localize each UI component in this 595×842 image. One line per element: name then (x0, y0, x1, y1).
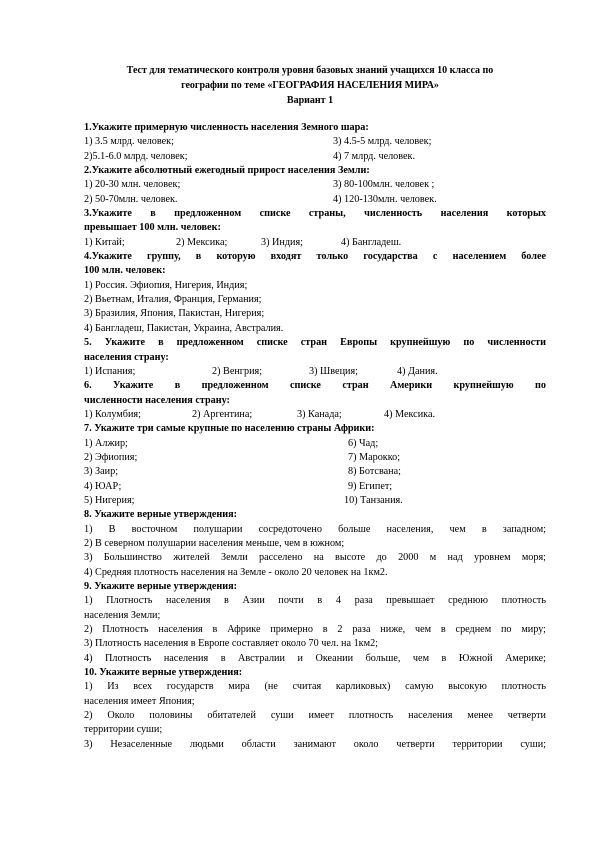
question-1-option-3: 3) 4.5-5 млрд. человек; (333, 136, 432, 148)
question-6-option-1: 1) Колумбия; (84, 408, 141, 420)
question-2-options-row-1 (84, 178, 546, 192)
question-7-options-row-5 (84, 494, 546, 508)
question-8-statement-1: 1) В восточном полушарии сосредоточено больше населения, чем в западном; (84, 523, 546, 535)
question-1-title: 1.Укажите примерную численность населения Земного шара: (84, 122, 369, 133)
question-10-statement-2: 2) Около половины обитателей суши имеет плотность населения менее четверти (84, 710, 546, 722)
question-5-title: 5. Укажите в предложенном списке стран Европы крупнейшую по численности (84, 337, 546, 349)
question-1-option-4: 4) 7 млрд. человек. (333, 150, 416, 162)
question-8-statement-3: 3) Большинство жителей Земли расселено на высоте до 2000 м над уровнем моря; (84, 552, 546, 564)
question-9-statement-2: 2) Плотность населения в Африке примерно в 2 раза ниже, чем в среднем по миру; (84, 624, 546, 636)
question-2-option-2: 2) 50-70млн. человек. (84, 193, 178, 205)
question-9-statement-1: 1) Плотность населения в Азии почти в 4 раза превышает среднюю плотность (84, 595, 546, 607)
question-1-options-row-1 (84, 135, 546, 149)
question-6-option-4: 4) Мексика. (384, 408, 436, 420)
question-3-title-continued: превышает 100 млн. человек: (84, 222, 221, 234)
question-7-options-row-4 (84, 480, 546, 494)
header-line-1: Тест для тематического контроля уровня базовых знаний учащихся 10 класса по (126, 65, 494, 76)
question-1-options-row-2 (84, 150, 546, 164)
question-2-option-4: 4) 120-130млн. человек. (333, 193, 437, 205)
question-8-title: 8. Укажите верные утверждения: (84, 509, 238, 521)
question-5-option-2: 2) Венгрия; (212, 365, 263, 377)
header-variant: Вариант 1 (286, 95, 334, 106)
question-7-option-5: 5) Нигерия; (84, 494, 135, 506)
question-3-option-2: 2) Мексика; (176, 236, 228, 248)
question-1-option-1: 1) 3.5 млрд. человек; (84, 136, 174, 148)
question-10-statement-1: 1) Из всех государств мира (не считая карликовых) самую высокую плотность (84, 681, 546, 693)
question-1-option-2: 2)5.1-6.0 млрд. человек; (84, 150, 188, 162)
question-3-option-3: 3) Индия; (261, 236, 303, 248)
question-5-option-3: 3) Швеция; (309, 365, 359, 377)
question-2-option-3: 3) 80-100млн. человек ; (333, 179, 435, 191)
question-4-option-1: 1) Россия. Эфиопия, Нигерия, Индия; (84, 279, 248, 291)
question-7-option-10: 10) Танзания. (344, 494, 403, 506)
question-2-options-row-2 (84, 193, 546, 207)
question-7-options-row-1 (84, 437, 546, 451)
question-4-option-3: 3) Бразилия, Япония, Пакистан, Нигерия; (84, 308, 265, 320)
question-5-title-continued: населения страну: (84, 351, 169, 363)
question-4-option-2: 2) Вьетнам, Италия, Франция, Германия; (84, 294, 262, 306)
question-7-option-1: 1) Алжир; (84, 437, 128, 449)
question-7-options-row-3 (84, 465, 546, 479)
question-3-options-row (84, 236, 546, 250)
question-7-options-row-2 (84, 451, 546, 465)
document-header (70, 63, 550, 108)
question-6-title-continued: численности населения страну: (84, 394, 230, 406)
question-5-option-4: 4) Дания. (397, 365, 438, 377)
question-7-option-3: 3) Заир; (84, 466, 119, 478)
question-3-title: 3.Укажите в предложенном списке страны, численность населения которых (84, 208, 546, 220)
question-7-option-9: 9) Египет; (348, 480, 393, 492)
question-5-options-row (84, 365, 546, 379)
question-7-option-8: 8) Ботсвана; (348, 466, 401, 478)
question-9-statement-3: 3) Плотность населения в Европе составляет около 70 чел. на 1км2; (84, 638, 378, 650)
question-10-statement-3: 3) Незаселенные людьми области занимают около четверти территории суши; (84, 738, 546, 750)
question-10-statement-2-continued: территории суши; (84, 724, 163, 736)
question-2-title: 2.Укажите абсолютный ежегодный прирост населения Земли: (84, 165, 370, 177)
question-6-option-2: 2) Аргентина; (192, 408, 253, 420)
question-5-option-1: 1) Испания; (84, 365, 136, 377)
question-3-option-1: 1) Китай; (84, 236, 125, 248)
question-8-statement-2: 2) В северном полушарии населения меньше, чем в южном; (84, 537, 345, 549)
question-4-option-4: 4) Бангладеш, Пакистан, Украина, Австралия. (84, 322, 284, 334)
question-4-title-continued: 100 млн. человек: (84, 265, 166, 277)
question-4-title: 4.Укажите группу, в которую входят только государства с населением более (84, 251, 546, 263)
question-6-options-row (84, 408, 546, 422)
question-3-option-4: 4) Бангладеш. (341, 236, 402, 248)
question-2-option-1: 1) 20-30 млн. человек; (84, 179, 181, 191)
question-7-option-7: 7) Марокко; (348, 451, 401, 463)
header-line-2: географии по теме «ГЕОГРАФИЯ НАСЕЛЕНИЯ МИРА» (181, 80, 439, 91)
question-10-statement-1-continued: населения имеет Япония; (84, 695, 195, 707)
question-6-option-3: 3) Канада; (297, 408, 342, 420)
question-9-statement-1-continued: населения Земли; (84, 609, 161, 621)
question-6-title: 6. Укажите в предложенном списке стран Америки крупнейшую по (84, 380, 546, 392)
question-7-title: 7. Укажите три самые крупные по населению страны Африки: (84, 423, 375, 435)
question-7-option-4: 4) ЮАР; (84, 480, 122, 492)
question-8-statement-4: 4) Средняя плотность населения на Земле - около 20 человек на 1км2. (84, 566, 388, 578)
questions-list (84, 121, 546, 752)
question-9-title: 9. Укажите верные утверждения: (84, 581, 238, 592)
question-7-option-2: 2) Эфиопия; (84, 451, 138, 463)
question-9-statement-4: 4) Плотность населения в Австралии и Океании больше, чем в Южной Америке; (84, 652, 546, 664)
question-7-option-6: 6) Чад; (348, 437, 379, 449)
question-10-title: 10. Укажите верные утверждения: (84, 667, 243, 679)
